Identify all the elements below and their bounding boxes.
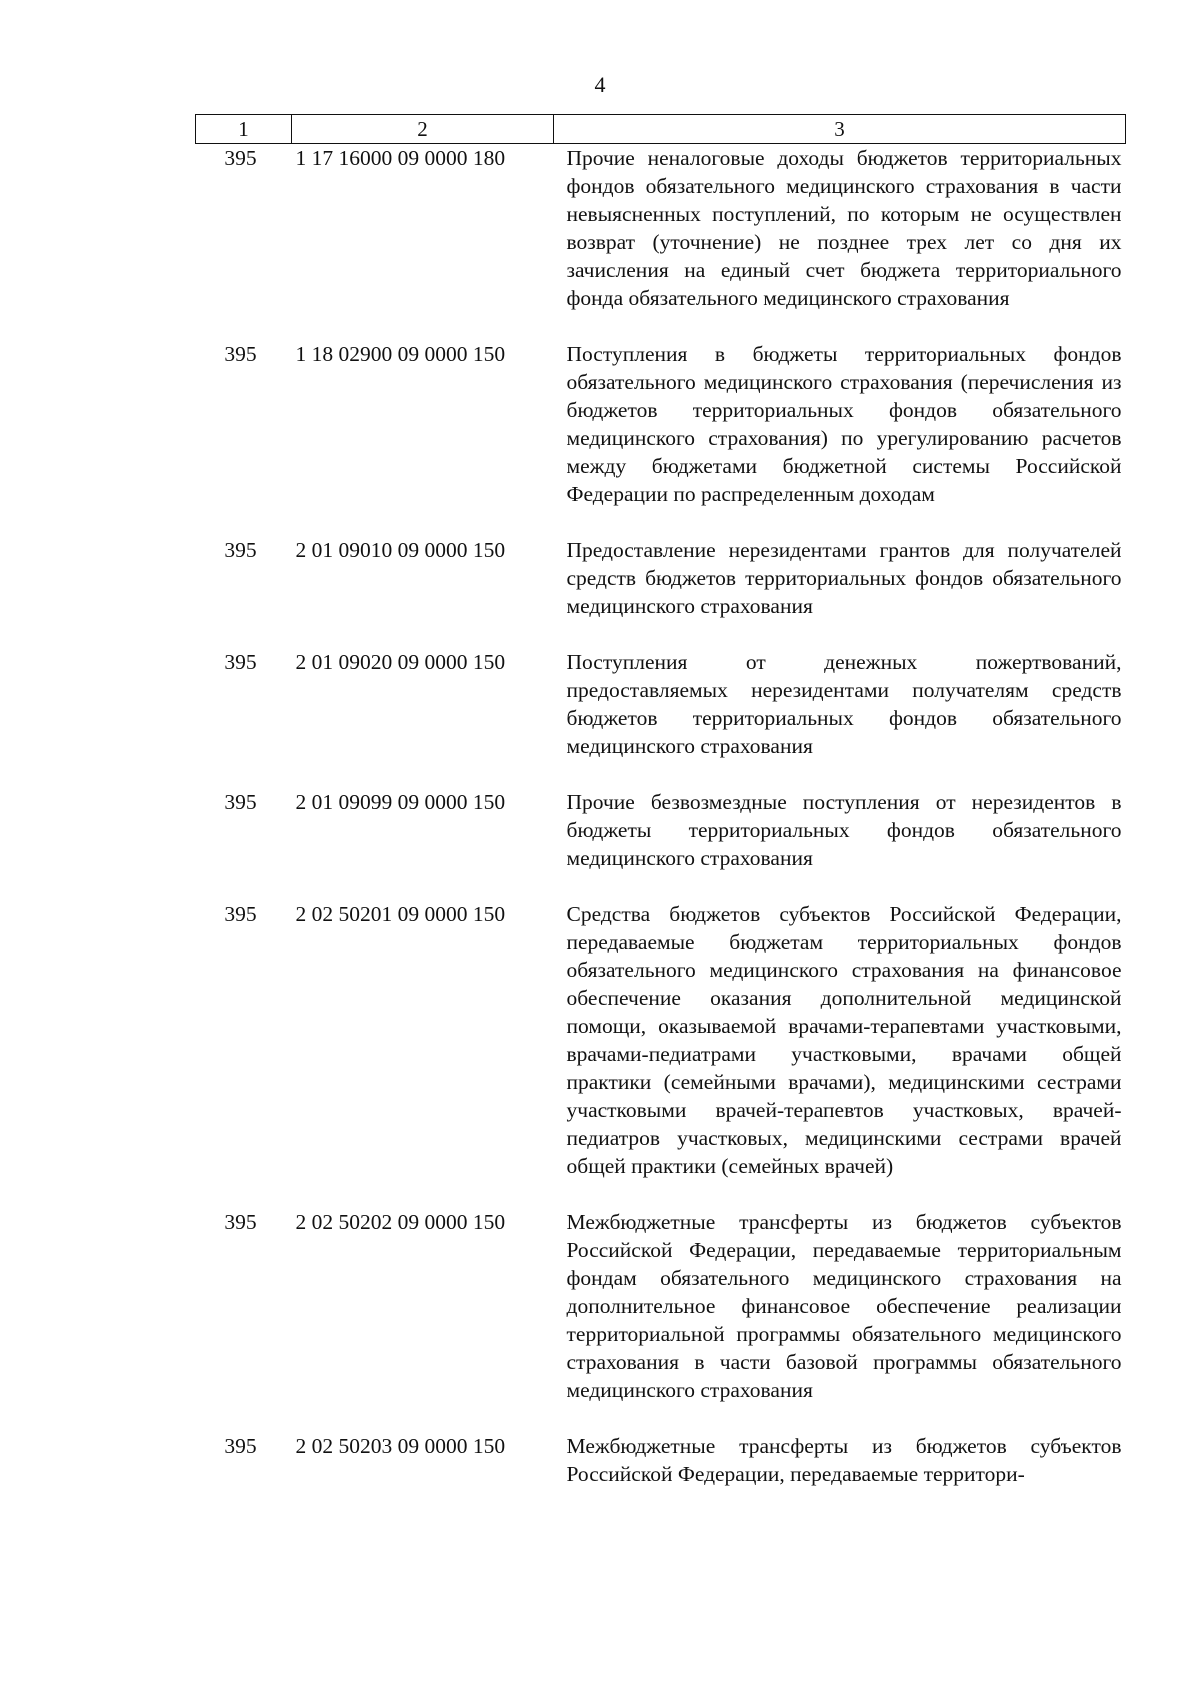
column-header-3: 3 bbox=[554, 115, 1126, 144]
revenue-codes-table-wrapper bbox=[195, 114, 1125, 1516]
table-row bbox=[196, 144, 1126, 341]
description-cell: Средства бюджетов субъектов Российской Федерации, передаваемые бюджетам территориальных фондов обязательного медицинского страхования на финансовое обеспечение оказания дополнительной медицинской помощи, оказываемой врачами-терапевтами участковыми, врачами-педиатрами участковыми, врачами общей практики (семейными врачами), медицинскими сестрами участковыми врачей-терапевтов участковых, врачей-педиатров участковых, медицинскими сестрами врачей общей практики (семейных врачей) bbox=[566, 902, 1122, 1178]
revenue-code-cell: 2 02 50201 09 0000 150 bbox=[295, 902, 506, 926]
admin-code-cell: 395 bbox=[224, 1210, 257, 1234]
table-row bbox=[196, 340, 1126, 536]
admin-code-cell: 395 bbox=[224, 538, 257, 562]
admin-code-cell: 395 bbox=[224, 902, 257, 926]
table-row bbox=[196, 536, 1126, 648]
revenue-code-cell: 2 02 50202 09 0000 150 bbox=[295, 1210, 506, 1234]
table-header-row bbox=[196, 115, 1126, 144]
column-header-2: 2 bbox=[292, 115, 554, 144]
description-cell: Поступления в бюджеты территориальных фондов обязательного медицинского страхования (перечисления из бюджетов территориальных фондов обязательного медицинского страхования) по урегулированию расчетов между бюджетами бюджетной системы Российской Федерации по распределенным доходам bbox=[566, 342, 1122, 506]
revenue-code-cell: 2 02 50203 09 0000 150 bbox=[295, 1434, 506, 1458]
table-row bbox=[196, 1208, 1126, 1432]
revenue-code-cell: 1 18 02900 09 0000 150 bbox=[295, 342, 506, 366]
page-number: 4 bbox=[594, 72, 606, 97]
revenue-code-cell: 2 01 09020 09 0000 150 bbox=[295, 650, 506, 674]
description-cell: Межбюджетные трансферты из бюджетов субъектов Российской Федерации, передаваемые территори- bbox=[566, 1434, 1122, 1486]
revenue-codes-table bbox=[195, 114, 1126, 1516]
revenue-code-cell: 2 01 09099 09 0000 150 bbox=[295, 790, 506, 814]
table-row bbox=[196, 900, 1126, 1208]
table-row bbox=[196, 788, 1126, 900]
description-cell: Прочие неналоговые доходы бюджетов территориальных фондов обязательного медицинского страхования в части невыясненных поступлений, по которым не осуществлен возврат (уточнение) не позднее трех лет со дня их зачисления на единый счет бюджета территориального фонда обязательного медицинского страхования bbox=[566, 146, 1122, 310]
admin-code-cell: 395 bbox=[224, 650, 257, 674]
description-cell: Предоставление нерезидентами грантов для получателей средств бюджетов территориальных фондов обязательного медицинского страхования bbox=[566, 538, 1122, 618]
revenue-code-cell: 1 17 16000 09 0000 180 bbox=[295, 146, 506, 170]
admin-code-cell: 395 bbox=[224, 146, 257, 170]
description-cell: Поступления от денежных пожертвований, предоставляемых нерезидентами получателям средств бюджетов территориальных фондов обязательного медицинского страхования bbox=[566, 650, 1122, 758]
admin-code-cell: 395 bbox=[224, 790, 257, 814]
table-header bbox=[196, 115, 1126, 144]
description-cell: Прочие безвозмездные поступления от нерезидентов в бюджеты территориальных фондов обязательного медицинского страхования bbox=[566, 790, 1122, 870]
description-cell: Межбюджетные трансферты из бюджетов субъектов Российской Федерации, передаваемые территориальным фондам обязательного медицинского страхования на дополнительное финансовое обеспечение реализации территориальной программы обязательного медицинского страхования в части базовой программы обязательного медицинского страхования bbox=[566, 1210, 1122, 1402]
revenue-code-cell: 2 01 09010 09 0000 150 bbox=[295, 538, 506, 562]
table-row bbox=[196, 1432, 1126, 1516]
admin-code-cell: 395 bbox=[224, 1434, 257, 1458]
table-body bbox=[196, 144, 1126, 1517]
admin-code-cell: 395 bbox=[224, 342, 257, 366]
column-header-1: 1 bbox=[196, 115, 292, 144]
table-row bbox=[196, 648, 1126, 788]
